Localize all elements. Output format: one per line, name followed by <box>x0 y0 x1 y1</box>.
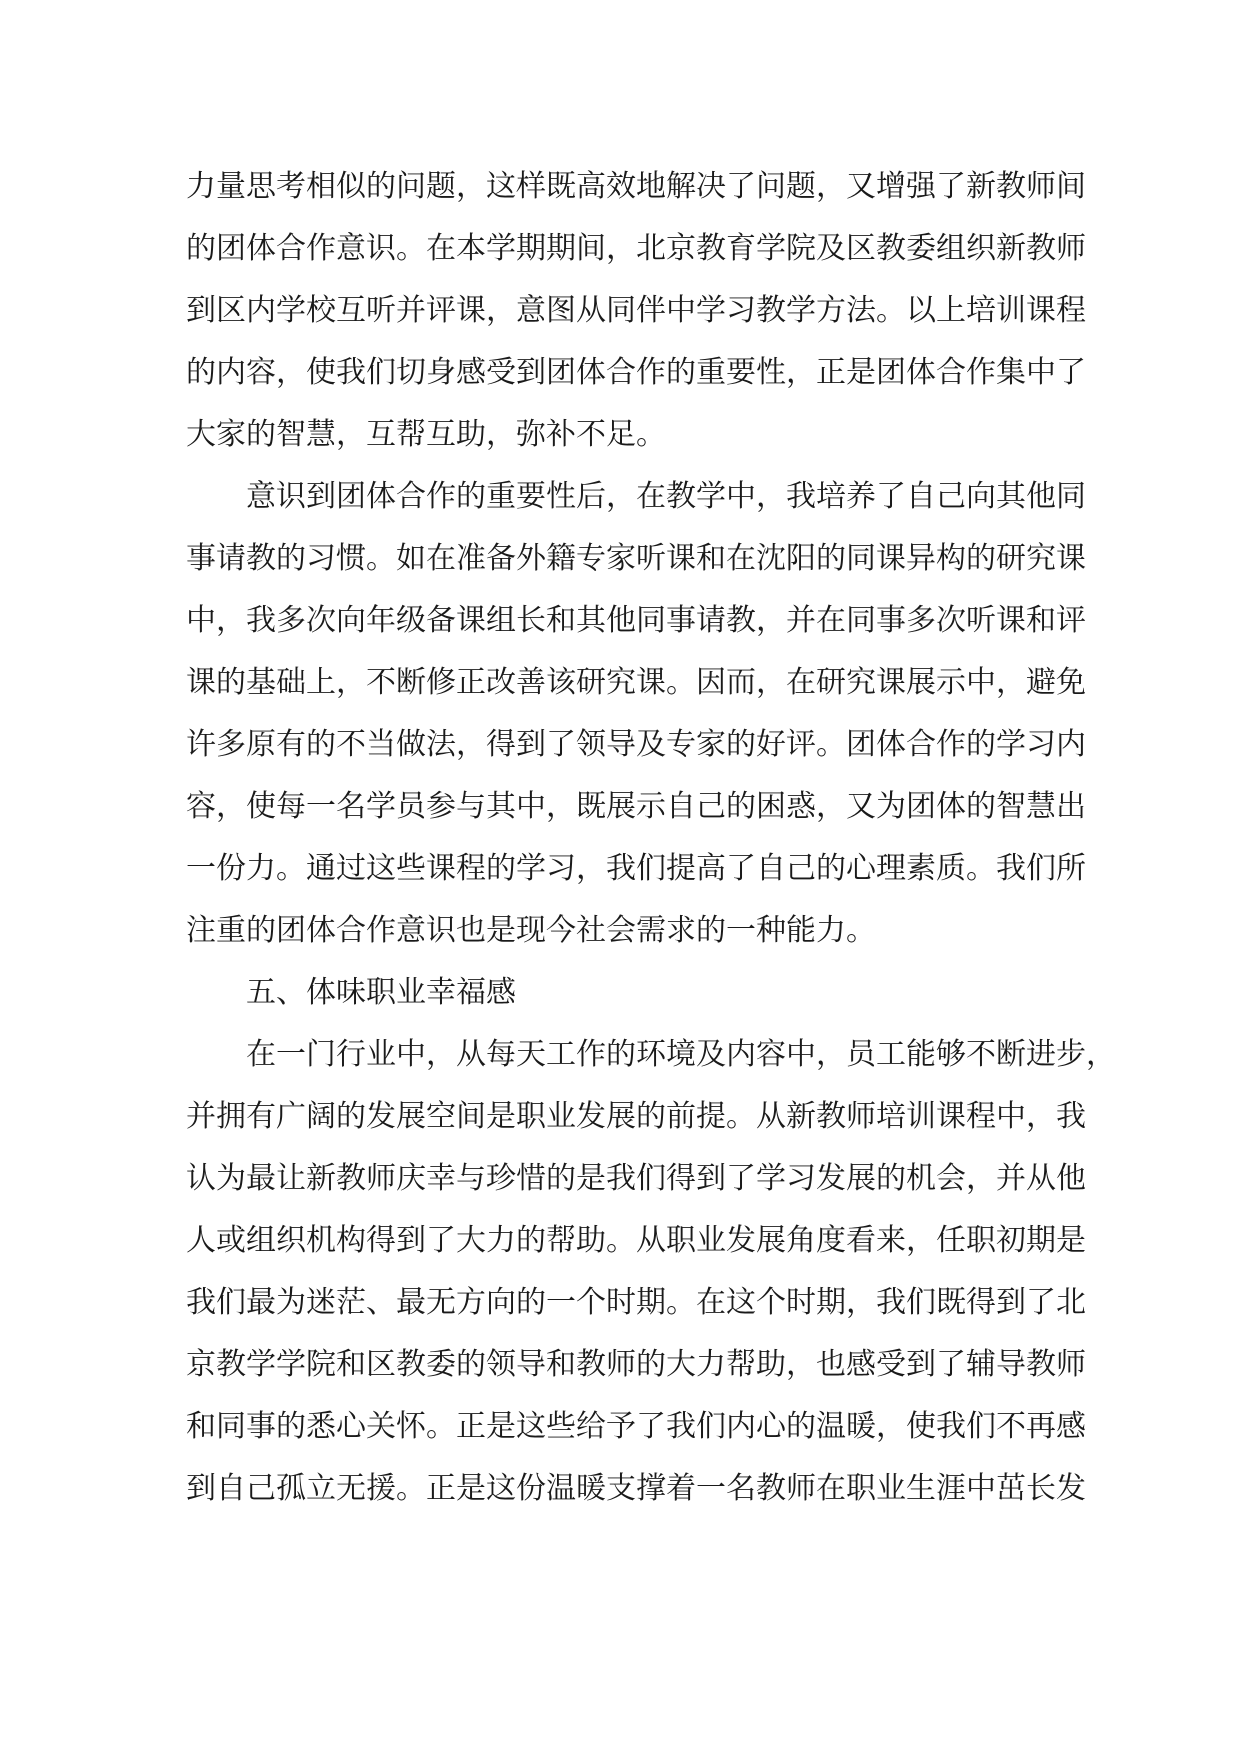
text-line: 容，使每一名学员参与其中，既展示自己的困惑，又为团体的智慧出 <box>186 789 1086 824</box>
text-line: 在一门行业中，从每天工作的环境及内容中，员工能够不断进步， <box>246 1037 1116 1072</box>
text-line: 一份力。通过这些课程的学习，我们提高了自己的心理素质。我们所 <box>186 851 1086 886</box>
text-line: 京教学学院和区教委的领导和教师的大力帮助，也感受到了辅导教师 <box>186 1347 1086 1382</box>
text-line: 到区内学校互听并评课，意图从同伴中学习教学方法。以上培训课程 <box>186 293 1086 328</box>
body-text <box>186 156 1116 1520</box>
text-line: 事请教的习惯。如在准备外籍专家听课和在沈阳的同课异构的研究课 <box>186 541 1086 576</box>
text-line: 我们最为迷茫、最无方向的一个时期。在这个时期，我们既得到了北 <box>186 1285 1086 1320</box>
text-line: 人或组织机构得到了大力的帮助。从职业发展角度看来，任职初期是 <box>186 1223 1086 1258</box>
text-line: 并拥有广阔的发展空间是职业发展的前提。从新教师培训课程中，我 <box>186 1099 1086 1134</box>
text-line: 意识到团体合作的重要性后，在教学中，我培养了自己向其他同 <box>246 479 1086 514</box>
text-line: 课的基础上，不断修正改善该研究课。因而，在研究课展示中，避免 <box>186 665 1086 700</box>
text-line: 许多原有的不当做法，得到了领导及专家的好评。团体合作的学习内 <box>186 727 1086 762</box>
text-line: 和同事的悉心关怀。正是这些给予了我们内心的温暖，使我们不再感 <box>186 1409 1086 1444</box>
text-line: 认为最让新教师庆幸与珍惜的是我们得到了学习发展的机会，并从他 <box>186 1161 1086 1196</box>
text-line: 的团体合作意识。在本学期期间，北京教育学院及区教委组织新教师 <box>186 231 1086 266</box>
text-line: 的内容，使我们切身感受到团体合作的重要性，正是团体合作集中了 <box>186 355 1086 390</box>
text-line: 大家的智慧，互帮互助，弥补不足。 <box>186 417 666 452</box>
text-line: 五、体味职业幸福感 <box>246 975 516 1010</box>
text-line: 到自己孤立无援。正是这份温暖支撑着一名教师在职业生涯中茁长发 <box>186 1471 1086 1506</box>
text-line: 中，我多次向年级备课组长和其他同事请教，并在同事多次听课和评 <box>186 603 1086 638</box>
text-line: 注重的团体合作意识也是现今社会需求的一种能力。 <box>186 913 876 948</box>
text-line: 力量思考相似的问题，这样既高效地解决了问题，又增强了新教师间 <box>186 169 1086 204</box>
